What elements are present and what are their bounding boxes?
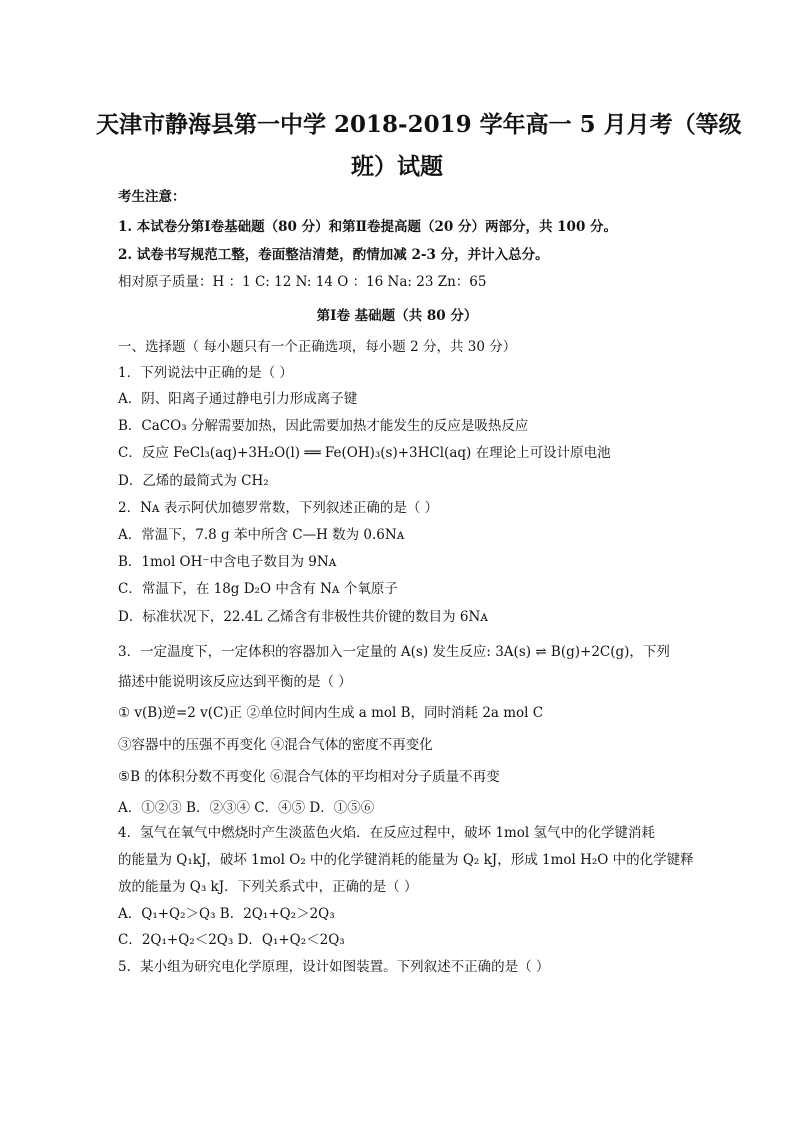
q2-option-b: B．1mol OH⁻中含电子数目为 9Nᴀ [118, 554, 337, 570]
q2-option-a: A．常温下，7.8 g 苯中所含 C—H 数为 0.6Nᴀ [118, 527, 405, 543]
q1-option-b: B．CaCO₃ 分解需要加热，因此需要加热才能发生的反应是吸热反应 [118, 418, 529, 434]
part1-heading: 第Ⅰ卷 基础题（共 80 分） [316, 308, 478, 324]
q4-options-a-b: A．Q₁+Q₂＞Q₃ B．2Q₁+Q₂＞2Q₃ [118, 906, 335, 922]
q1-option-a: A．阴、阳离子通过静电引力形成离子键 [118, 391, 358, 407]
q4-options-c-d: C．2Q₁+Q₂＜2Q₃ D．Q₁+Q₂＜2Q₃ [118, 932, 345, 948]
q1-stem: 1．下列说法中正确的是（ ） [118, 365, 293, 381]
q2-stem: 2．Nᴀ 表示阿伏加德罗常数，下列叙述正确的是（ ） [118, 500, 439, 516]
notice-heading: 考生注意： [118, 189, 186, 205]
q3-items-1-2: ① v(B)逆=2 v(C)正 ②单位时间内生成 a mol B，同时消耗 2a mol C [118, 705, 544, 721]
q4-stem-line-3: 放的能量为 Q₃ kJ．下列关系式中，正确的是（ ） [118, 879, 418, 895]
page-title-line-1: 天津市静海县第一中学 2018-2019 学年高一 5 月月考（等级 [96, 111, 742, 138]
q3-stem-line-2: 描述中能说明该反应达到平衡的是（ ） [118, 674, 352, 690]
notice-item-2: 2. 试卷书写规范工整，卷面整洁清楚，酌情加减 2-3 分，并计入总分。 [118, 247, 549, 263]
q1-option-c: C．反应 FeCl₃(aq)+3H₂O(l) ══ Fe(OH)₃(s)+3HCl(aq) 在理论上可设计原电池 [118, 445, 611, 461]
q5-stem: 5．某小组为研究电化学原理，设计如图装置。下列叙述不正确的是（ ） [118, 959, 550, 975]
q3-items-5-6: ⑤B 的体积分数不再变化 ⑥混合气体的平均相对分子质量不再变 [118, 769, 500, 785]
notice-item-1: 1. 本试卷分第Ⅰ卷基础题（80 分）和第Ⅱ卷提高题（20 分）两部分，共 100 分。 [118, 219, 618, 235]
section-heading: 一、选择题（ 每小题只有一个正确选项，每小题 2 分，共 30 分） [118, 339, 517, 355]
q2-option-c: C．常温下，在 18g D₂O 中含有 Nᴀ 个氧原子 [118, 581, 398, 597]
q1-option-d: D．乙烯的最简式为 CH₂ [118, 473, 269, 489]
q3-items-3-4: ③容器中的压强不再变化 ④混合气体的密度不再变化 [118, 737, 433, 753]
q4-stem-line-1: 4．氢气在氧气中燃烧时产生淡蓝色火焰．在反应过程中，破坏 1mol 氢气中的化学键消耗 [118, 825, 656, 841]
atomic-mass-line: 相对原子质量：H ：1 C: 12 N: 14 O ：16 Na: 23 Zn：65 [118, 274, 487, 290]
q3-stem-line-1: 3．一定温度下，一定体积的容器加入一定量的 A(s) 发生反应: 3A(s) ⇌ B(g)+2C(g)，下列 [118, 644, 670, 660]
page-title-line-2: 班）试题 [351, 153, 443, 180]
q4-stem-line-2: 的能量为 Q₁kJ，破坏 1mol O₂ 中的化学键消耗的能量为 Q₂ kJ，形成 1mol H₂O 中的化学键释 [118, 852, 694, 868]
q2-option-d: D．标准状况下，22.4L 乙烯含有非极性共价键的数目为 6Nᴀ [118, 609, 488, 625]
q3-choices: A．①②③ B．②③④ C．④⑤ D．①⑤⑥ [118, 800, 375, 816]
